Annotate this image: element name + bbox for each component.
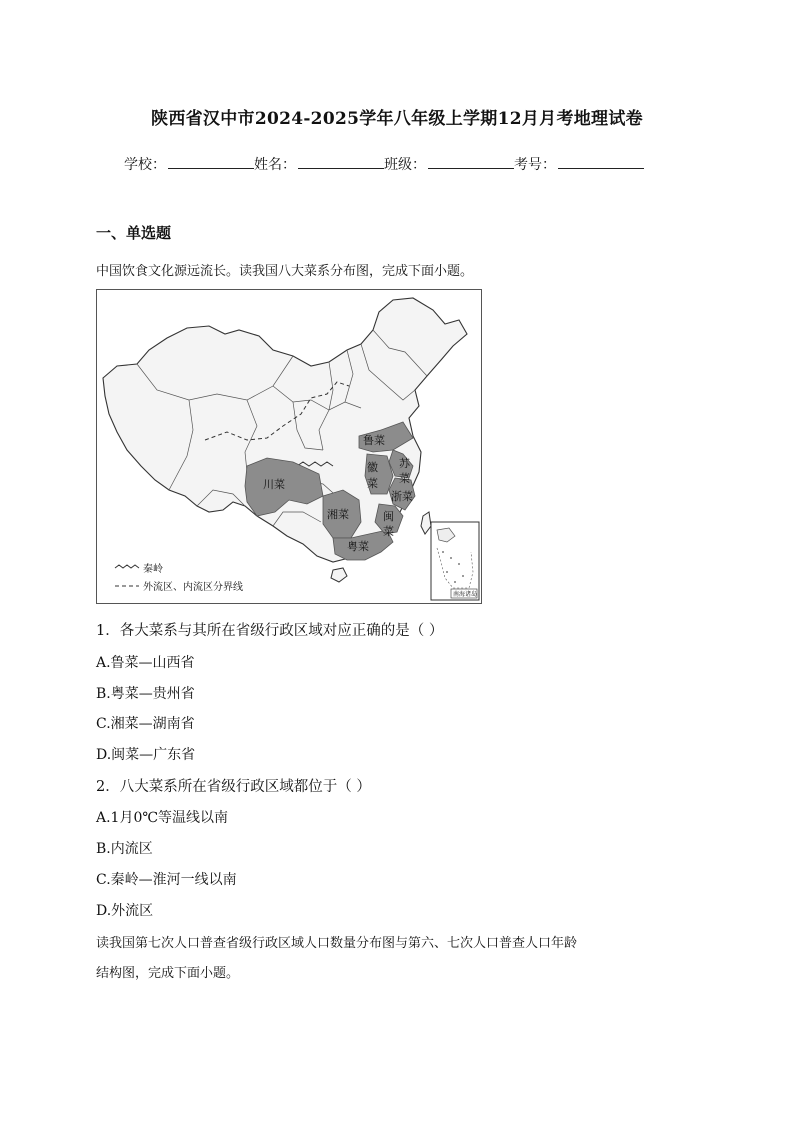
school-blank[interactable] bbox=[168, 154, 254, 169]
china-map-svg bbox=[97, 290, 483, 605]
south-sea-inset bbox=[431, 522, 479, 600]
question-1-option-b[interactable]: B.粤菜—贵州省 bbox=[96, 686, 195, 702]
question-2-stem: 2．八大菜系所在省级行政区域都位于（ ） bbox=[96, 779, 371, 795]
student-info-row bbox=[124, 154, 644, 174]
label-lucai: 鲁菜 bbox=[363, 434, 385, 447]
legend-boundary-text: 外流区、内流区分界线 bbox=[143, 582, 243, 593]
taiwan-island bbox=[421, 512, 431, 534]
intro-text-1: 中国饮食文化源远流长。读我国八大菜系分布图，完成下面小题。 bbox=[96, 264, 474, 279]
label-mincai-2: 菜 bbox=[383, 525, 394, 538]
name-blank[interactable] bbox=[298, 154, 384, 169]
map-legend bbox=[115, 562, 243, 593]
exam-no-blank[interactable] bbox=[558, 154, 644, 169]
legend-qinling-symbol bbox=[115, 565, 139, 568]
info-class bbox=[384, 154, 514, 174]
question-1-option-d[interactable]: D.闽菜—广东省 bbox=[96, 747, 196, 763]
intro-text-2-line1: 读我国第七次人口普查省级行政区域人口数量分布图与第六、七次人口普查人口年龄 bbox=[96, 936, 578, 951]
inset-label: 南海诸岛 bbox=[453, 591, 478, 598]
label-chuancai: 川菜 bbox=[263, 478, 285, 491]
question-1-option-a[interactable]: A.鲁菜—山西省 bbox=[96, 655, 195, 671]
info-exam-no-label: 考号： bbox=[514, 157, 556, 173]
label-sucai-2: 菜 bbox=[399, 472, 410, 485]
info-school bbox=[124, 154, 254, 174]
class-blank[interactable] bbox=[428, 154, 514, 169]
label-xiangcai: 湘菜 bbox=[327, 508, 349, 521]
legend-qinling-text: 秦岭 bbox=[143, 564, 163, 575]
question-1-stem: 1．各大菜系与其所在省级行政区域对应正确的是（ ） bbox=[96, 623, 444, 639]
label-sucai-1: 苏 bbox=[399, 457, 410, 470]
china-outline bbox=[103, 298, 467, 562]
label-yuecai: 粤菜 bbox=[347, 540, 369, 553]
page-title: 陕西省汉中市2024-2025学年八年级上学期12月月考地理试卷 bbox=[151, 109, 643, 129]
info-exam-no bbox=[514, 154, 644, 174]
hainan-island bbox=[331, 568, 347, 582]
info-name-label: 姓名： bbox=[254, 157, 296, 173]
info-name bbox=[254, 154, 384, 174]
label-huicai-1: 徽 bbox=[367, 461, 378, 474]
question-2-option-c[interactable]: C.秦岭—淮河一线以南 bbox=[96, 872, 237, 888]
info-class-label: 班级： bbox=[384, 157, 426, 173]
question-1-option-c[interactable]: C.湘菜—湖南省 bbox=[96, 716, 195, 732]
question-2-option-b[interactable]: B.内流区 bbox=[96, 841, 153, 857]
question-2-option-d[interactable]: D.外流区 bbox=[96, 903, 154, 919]
label-huicai-2: 菜 bbox=[367, 477, 378, 490]
intro-text-2-line2: 结构图，完成下面小题。 bbox=[96, 966, 240, 981]
info-school-label: 学校： bbox=[124, 157, 166, 173]
section-heading: 一、单选题 bbox=[96, 224, 172, 242]
label-mincai-1: 闽 bbox=[383, 510, 394, 523]
question-2-option-a[interactable]: A.1月0℃等温线以南 bbox=[96, 810, 229, 826]
label-zhecai: 浙菜 bbox=[391, 490, 413, 503]
cuisine-map bbox=[96, 289, 482, 604]
